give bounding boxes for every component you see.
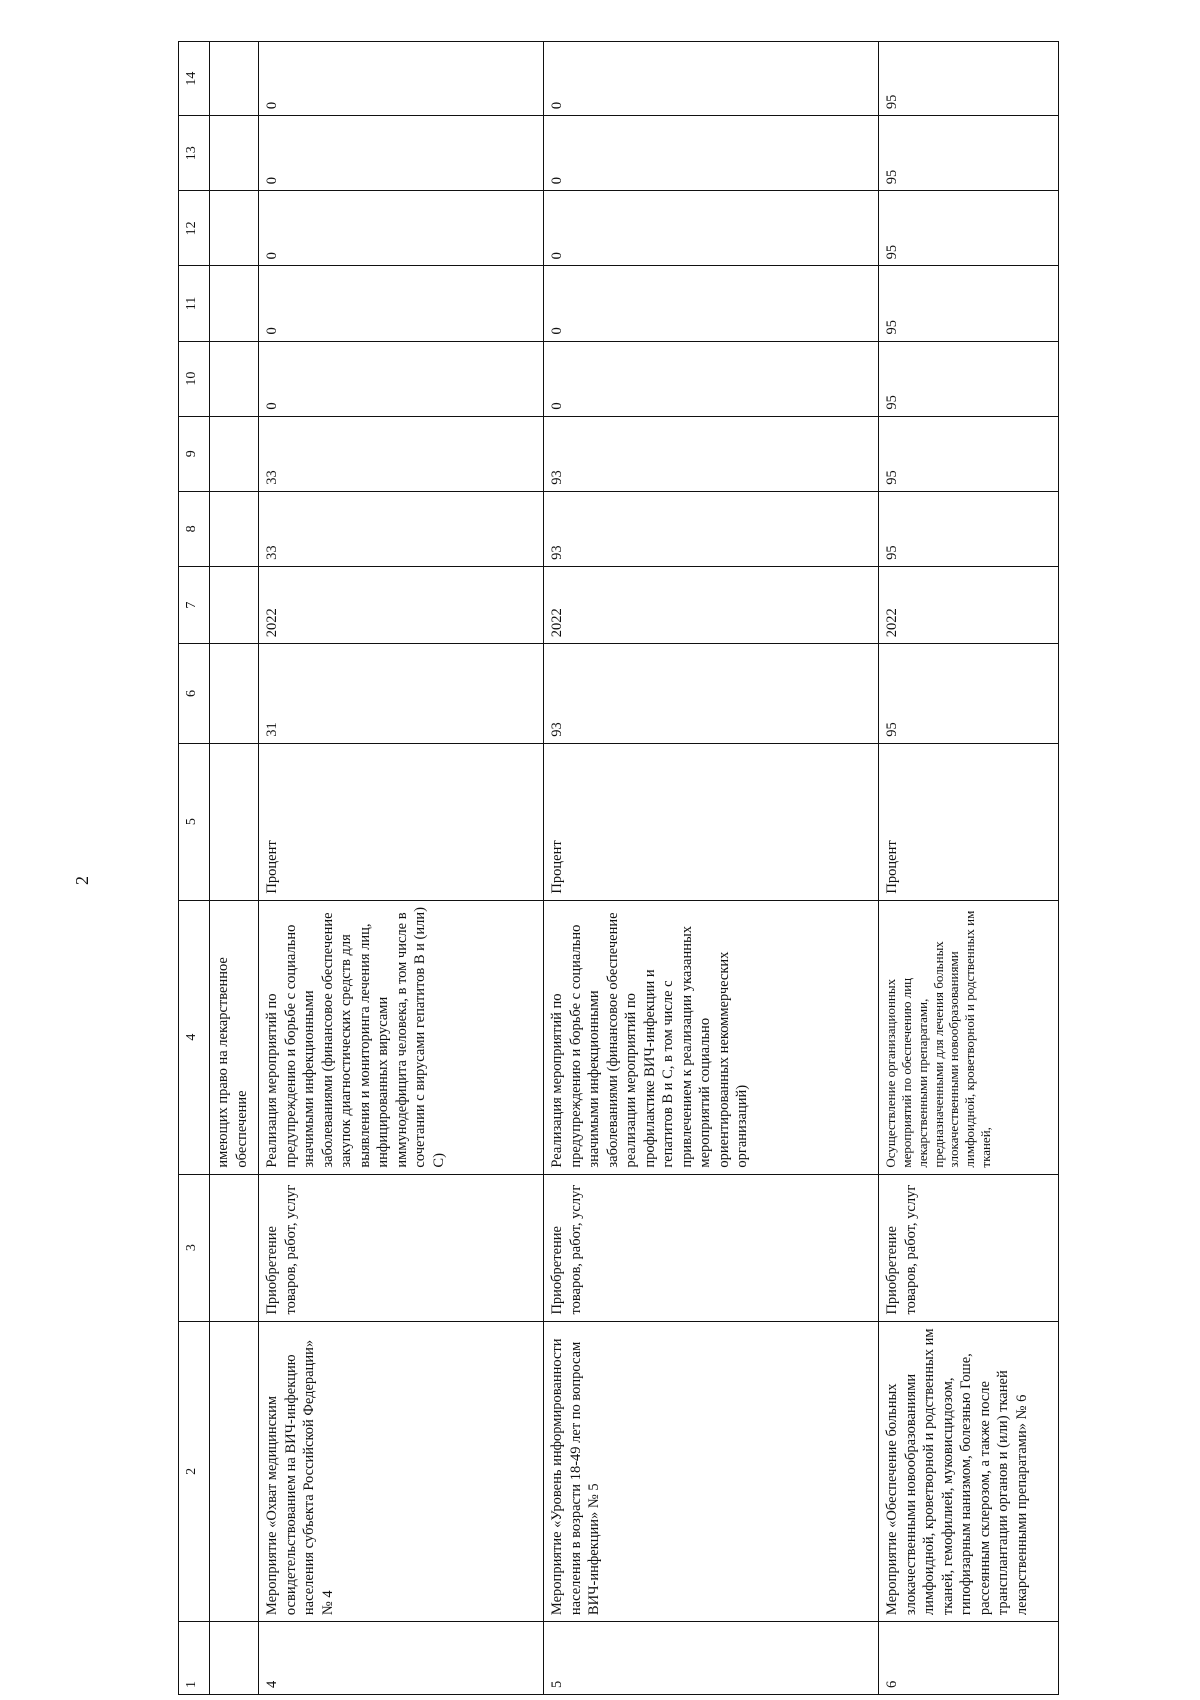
value-col-9: 95 — [879, 416, 1059, 491]
value-col-8: 95 — [879, 491, 1059, 566]
value-col-12: 0 — [259, 191, 544, 266]
header-col-6: 6 — [179, 644, 210, 743]
value-col-6: 31 — [259, 644, 544, 743]
value-col-9: 93 — [544, 416, 879, 491]
value-col-10: 95 — [879, 341, 1059, 416]
header-col-3: 3 — [179, 1174, 210, 1321]
value-col-13: 95 — [879, 116, 1059, 191]
header-col-4: 4 — [179, 900, 210, 1174]
continuation-row — [210, 42, 259, 1695]
measure-description: Реализация мероприятий по предупреждению и борьбе с социально значимыми инфекционными заболеваниями (финансовое обеспечение реализации мероприятий по профилактике ВИЧ-инфекции и гепатитов В и С, в том числе с привлечением к реализации указанных мероприятий социально ориентированных некоммерческих организаций) — [544, 900, 879, 1174]
table-rotated-container — [178, 41, 1040, 1695]
value-col-10: 0 — [544, 341, 879, 416]
measure-type: Приобретение товаров, работ, услуг — [879, 1174, 1059, 1321]
header-col-11: 11 — [179, 266, 210, 341]
header-col-8: 8 — [179, 491, 210, 566]
header-col-7: 7 — [179, 566, 210, 643]
unit: Процент — [259, 743, 544, 900]
measure-name: Мероприятие «Охват медицинским освидетельствованием на ВИЧ-инфекцию населения субъекта Российской Федерации» № 4 — [259, 1321, 544, 1622]
header-col-9: 9 — [179, 416, 210, 491]
value-col-12: 95 — [879, 191, 1059, 266]
value-col-10: 0 — [259, 341, 544, 416]
value-col-14: 0 — [259, 42, 544, 116]
value-col-9: 33 — [259, 416, 544, 491]
value-col-11: 0 — [544, 266, 879, 341]
value-col-6: 95 — [879, 644, 1059, 743]
measure-description: Осуществление организационных мероприятий по обеспечению лиц лекарственными препаратами, предназначенными для лечения больных злокачественными новообразованиями лимфоидной, кроветворной и родственных им тканей, — [879, 900, 1059, 1174]
value-col-7: 2022 — [259, 566, 544, 643]
value-col-11: 0 — [259, 266, 544, 341]
value-col-8: 33 — [259, 491, 544, 566]
value-col-11: 95 — [879, 266, 1059, 341]
measure-name: Мероприятие «Обеспечение больных злокачественными новообразованиями лимфоидной, кроветворной и родственных им тканей, гемофилией, муковисцидозом, гипофизарным нанизмом, болезнью Гоше, рассеянным склерозом, а также после трансплантации органов и (или) тканей лекарственными препаратами» № 6 — [879, 1321, 1059, 1622]
measure-type: Приобретение товаров, работ, услуг — [259, 1174, 544, 1321]
header-col-10: 10 — [179, 341, 210, 416]
value-col-7: 2022 — [544, 566, 879, 643]
header-col-13: 13 — [179, 116, 210, 191]
table-row — [544, 42, 879, 1695]
value-col-13: 0 — [259, 116, 544, 191]
header-col-12: 12 — [179, 191, 210, 266]
indicators-table — [178, 41, 1059, 1695]
row-number: 4 — [259, 1622, 544, 1695]
unit: Процент — [544, 743, 879, 900]
table-row — [259, 42, 544, 1695]
measure-description: Реализация мероприятий по предупреждению и борьбе с социально значимыми инфекционными заболеваниями (финансовое обеспечение закупок диагностических средств для выявления и мониторинга лечения лиц, инфицированных вирусами иммунодефицита человека, в том числе в сочетании с вирусами гепатитов В и (или) С) — [259, 900, 544, 1174]
measure-name: Мероприятие «Уровень информированности населения в возрасти 18-49 лет по вопросам ВИЧ-инфекции» № 5 — [544, 1321, 879, 1622]
header-col-2: 2 — [179, 1321, 210, 1622]
table-row — [879, 42, 1059, 1695]
header-col-5: 5 — [179, 743, 210, 900]
table-header-row — [179, 42, 210, 1695]
value-col-7: 2022 — [879, 566, 1059, 643]
value-col-12: 0 — [544, 191, 879, 266]
row-number: 5 — [544, 1622, 879, 1695]
measure-type: Приобретение товаров, работ, услуг — [544, 1174, 879, 1321]
value-col-14: 0 — [544, 42, 879, 116]
value-col-13: 0 — [544, 116, 879, 191]
value-col-6: 93 — [544, 644, 879, 743]
row-number: 6 — [879, 1622, 1059, 1695]
page-number: 2 — [72, 876, 92, 885]
unit: Процент — [879, 743, 1059, 900]
continuation-text: имеющих право на лекарственное обеспечение — [210, 900, 259, 1174]
header-col-14: 14 — [179, 42, 210, 116]
value-col-14: 95 — [879, 42, 1059, 116]
header-col-1: 1 — [179, 1622, 210, 1695]
value-col-8: 93 — [544, 491, 879, 566]
